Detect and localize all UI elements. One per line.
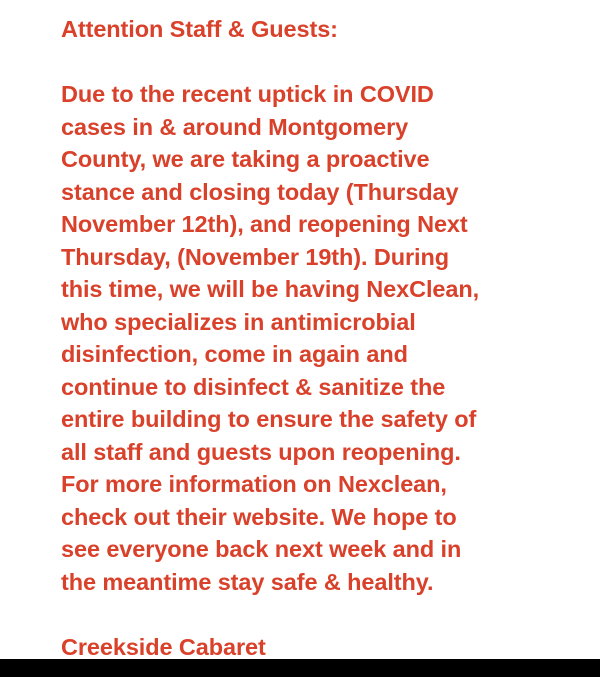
body-line: November 12th), and reopening Next xyxy=(61,211,468,237)
body-line: the meantime stay safe & healthy. xyxy=(61,568,434,595)
notice-body xyxy=(61,78,591,598)
body-line: For more information on Nexclean, xyxy=(61,471,447,497)
body-line: cases in & around Montgomery xyxy=(61,113,409,140)
body-line: this time, we will be having NexClean, xyxy=(61,276,480,302)
body-line: disinfection, come in again and xyxy=(61,341,408,367)
body-line: stance and closing today (Thursday xyxy=(61,178,459,205)
notice-text xyxy=(61,13,591,663)
body-line: entire building to ensure the safety of xyxy=(61,406,477,432)
body-line: all staff and guests upon reopening. xyxy=(61,438,461,465)
body-line: continue to disinfect & sanitize the xyxy=(61,373,446,400)
body-line: County, we are taking a proactive xyxy=(61,146,430,172)
notice-signature: Creekside Cabaret xyxy=(61,633,266,660)
paragraph-spacer xyxy=(61,46,591,79)
body-line: check out their website. We hope to xyxy=(61,503,457,530)
notice-heading: Attention Staff & Guests: xyxy=(61,16,338,42)
paragraph-spacer xyxy=(61,598,591,631)
body-line: who specializes in antimicrobial xyxy=(61,308,416,335)
body-line: Thursday, (November 19th). During xyxy=(61,243,449,270)
body-line: Due to the recent uptick in COVID xyxy=(61,81,434,107)
bottom-bar xyxy=(0,659,600,677)
body-line: see everyone back next week and in xyxy=(61,536,462,562)
